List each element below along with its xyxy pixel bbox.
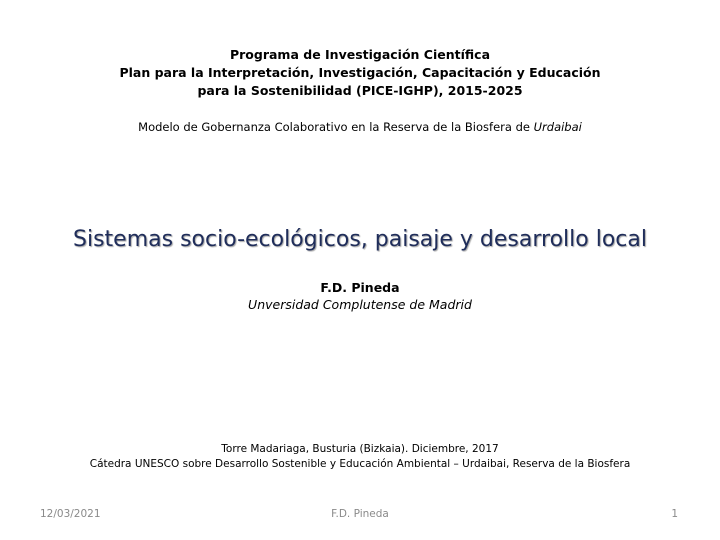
governance-model-text: Modelo de Gobernanza Colaborativo en la Reserva de la Biosfera de (138, 120, 534, 134)
plan-subtitle: para la Sostenibilidad (PICE-IGHP), 2015-2025 (197, 83, 523, 98)
footer-date: 12/03/2021 (40, 508, 101, 520)
venue-chair: Cátedra UNESCO sobre Desarrollo Sostenible y Educación Ambiental – Urdaibai, Reserva de la Biosfera (89, 458, 631, 470)
venue-location-date: Torre Madariaga, Busturia (Bizkaia). Diciembre, 2017 (221, 443, 499, 455)
place-name: Urdaibai (533, 120, 582, 134)
plan-title: Plan para la Interpretación, Investigación, Capacitación y Educación (119, 65, 601, 80)
footer-author: F.D. Pineda (331, 508, 389, 520)
slide-title: Sistemas socio-ecológicos, paisaje y desarrollo local (73, 227, 647, 252)
author-name: F.D. Pineda (320, 280, 400, 295)
program-title: Programa de Investigación Científica (229, 47, 491, 62)
venue-block (0, 442, 720, 472)
program-header (0, 46, 720, 100)
page-number: 1 (671, 508, 678, 520)
governance-model-line (0, 119, 720, 135)
author-affiliation: Unversidad Complutense de Madrid (248, 297, 472, 312)
